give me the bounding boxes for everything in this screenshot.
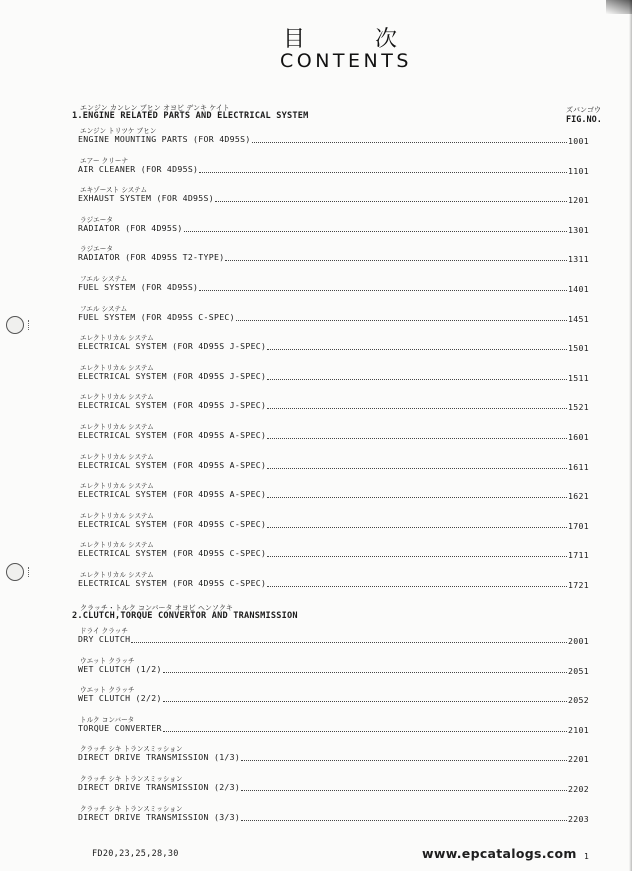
- entry-kana: エレクトリカル システム: [80, 541, 154, 550]
- toc-entry-name[interactable]: ELECTRICAL SYSTEM (FOR 4D95S C-SPEC): [78, 518, 267, 529]
- section-heading: 1.ENGINE RELATED PARTS AND ELECTRICAL SYSTEM: [72, 111, 309, 121]
- fig-no-header: FIG.NO.: [566, 115, 602, 125]
- toc-entry-name[interactable]: ELECTRICAL SYSTEM (FOR 4D95S C-SPEC): [78, 578, 267, 588]
- entry-kana: エレクトリカル システム: [80, 334, 154, 343]
- dot-leader: [267, 349, 567, 350]
- toc-fig-number[interactable]: 2101: [568, 724, 589, 735]
- dot-leader: [241, 790, 567, 791]
- toc-entry-name[interactable]: DIRECT DRIVE TRANSMISSION (1/3): [78, 752, 241, 763]
- entry-kana: フエル システム: [80, 275, 128, 283]
- dot-leader: [215, 201, 567, 202]
- dot-leader: [163, 731, 567, 732]
- binder-hole-lower: [6, 563, 24, 581]
- dot-leader: [163, 672, 567, 673]
- toc-entry-name[interactable]: FUEL SYSTEM (FOR 4D95S C-SPEC): [78, 311, 235, 322]
- binder-hole-upper: [6, 316, 24, 334]
- entry-kana: エンジン トリツケ ブヒン: [80, 127, 157, 135]
- dot-leader: [267, 497, 567, 498]
- dot-leader: [267, 586, 567, 587]
- toc-fig-number[interactable]: 2051: [568, 665, 589, 676]
- toc-fig-number[interactable]: 1721: [568, 580, 589, 590]
- fig-no-kana: ズバンゴウ: [566, 106, 601, 114]
- toc-fig-number[interactable]: 1521: [568, 402, 589, 413]
- toc-fig-number[interactable]: 2201: [568, 754, 589, 765]
- toc-fig-number[interactable]: 2203: [568, 813, 589, 824]
- dot-leader: [199, 172, 567, 173]
- toc-entry-name[interactable]: DIRECT DRIVE TRANSMISSION (2/3): [78, 782, 241, 792]
- toc-fig-number[interactable]: 1701: [568, 520, 589, 531]
- toc-entry-name[interactable]: RADIATOR (FOR 4D95S): [78, 222, 183, 233]
- toc-entry-name[interactable]: ELECTRICAL SYSTEM (FOR 4D95S A-SPEC): [78, 430, 267, 440]
- dot-leader: [267, 408, 567, 409]
- section-kana: クラッチ・トルク コンバータ オヨビ ヘンソクキ: [80, 604, 233, 612]
- toc-fig-number[interactable]: 1311: [568, 254, 589, 265]
- toc-fig-number[interactable]: 1101: [568, 165, 589, 176]
- section-heading: 2.CLUTCH,TORQUE CONVERTOR AND TRANSMISSION: [72, 611, 298, 621]
- watermark-link[interactable]: www.epcatalogs.com: [422, 846, 577, 861]
- toc-entry-name[interactable]: ENGINE MOUNTING PARTS (FOR 4D95S): [78, 134, 251, 144]
- toc-entry-name[interactable]: WET CLUTCH (2/2): [78, 693, 162, 704]
- binder-hole-tick-upper: [28, 320, 31, 330]
- toc-fig-number[interactable]: 1201: [568, 195, 589, 206]
- entry-kana: エレクトリカル システム: [80, 452, 154, 461]
- dot-leader: [252, 142, 567, 143]
- dot-leader: [131, 642, 567, 643]
- entry-kana: エキゾースト システム: [80, 186, 148, 195]
- toc-entry-name[interactable]: WET CLUTCH (1/2): [78, 663, 162, 674]
- entry-kana: エレクトリカル システム: [80, 363, 154, 372]
- toc-entry-name[interactable]: ELECTRICAL SYSTEM (FOR 4D95S J-SPEC): [78, 370, 267, 381]
- toc-entry-name[interactable]: ELECTRICAL SYSTEM (FOR 4D95S A-SPEC): [78, 489, 267, 500]
- dot-leader: [267, 468, 567, 469]
- entry-kana: ウエット クラッチ: [80, 656, 135, 665]
- dot-leader: [241, 760, 567, 761]
- entry-kana: エレクトリカル システム: [80, 571, 154, 579]
- entry-kana: ラジエータ: [80, 215, 113, 224]
- dot-leader: [236, 320, 567, 321]
- dot-leader: [267, 556, 567, 557]
- entry-kana: ウエット クラッチ: [80, 686, 135, 695]
- entry-kana: エレクトリカル システム: [80, 482, 154, 491]
- dot-leader: [199, 290, 567, 291]
- toc-fig-number[interactable]: 1621: [568, 491, 589, 502]
- toc-entry-name[interactable]: ELECTRICAL SYSTEM (FOR 4D95S C-SPEC): [78, 548, 267, 559]
- page-mark: 1: [584, 852, 589, 861]
- toc-entry-name[interactable]: ELECTRICAL SYSTEM (FOR 4D95S A-SPEC): [78, 459, 267, 470]
- toc-fig-number[interactable]: 1001: [568, 136, 589, 146]
- entry-kana: クラッチ シキ トランスミッション: [80, 804, 183, 813]
- toc-fig-number[interactable]: 1511: [568, 372, 589, 383]
- entry-kana: エアー クリーナ: [80, 156, 129, 165]
- entry-kana: エレクトリカル システム: [80, 423, 154, 431]
- dot-leader: [267, 438, 567, 439]
- toc-fig-number[interactable]: 1711: [568, 550, 589, 561]
- page-title: CONTENTS: [280, 50, 412, 72]
- entry-kana: ラジエータ: [80, 245, 113, 254]
- dot-leader: [225, 260, 567, 261]
- entry-kana: クラッチ シキ トランスミッション: [80, 775, 183, 783]
- toc-entry-name[interactable]: ELECTRICAL SYSTEM (FOR 4D95S J-SPEC): [78, 341, 267, 352]
- dot-leader: [267, 527, 567, 528]
- entry-kana: クラッチ シキ トランスミッション: [80, 745, 183, 754]
- dot-leader: [241, 820, 567, 821]
- toc-fig-number[interactable]: 2001: [568, 636, 589, 646]
- entry-kana: トルク コンバータ: [80, 715, 135, 724]
- toc-entry-name[interactable]: ELECTRICAL SYSTEM (FOR 4D95S J-SPEC): [78, 400, 267, 411]
- toc-fig-number[interactable]: 1401: [568, 284, 589, 294]
- toc-entry-name[interactable]: DIRECT DRIVE TRANSMISSION (3/3): [78, 811, 241, 822]
- toc-fig-number[interactable]: 1601: [568, 432, 589, 442]
- dot-leader: [163, 701, 567, 702]
- toc-fig-number[interactable]: 1501: [568, 343, 589, 354]
- entry-kana: エレクトリカル システム: [80, 511, 154, 520]
- dot-leader: [267, 379, 567, 380]
- toc-fig-number[interactable]: 1451: [568, 313, 589, 324]
- toc-entry-name[interactable]: FUEL SYSTEM (FOR 4D95S): [78, 282, 199, 292]
- toc-fig-number[interactable]: 1301: [568, 224, 589, 235]
- toc-entry-name[interactable]: DRY CLUTCH: [78, 634, 131, 644]
- entry-kana: ドライ クラッチ: [80, 627, 128, 635]
- toc-entry-name[interactable]: TORQUE CONVERTER: [78, 722, 162, 733]
- toc-entry-name[interactable]: RADIATOR (FOR 4D95S T2-TYPE): [78, 252, 225, 263]
- toc-fig-number[interactable]: 2052: [568, 695, 589, 706]
- section-kana: エンジン カンレン ブヒン オヨビ デンキ ケイト: [80, 104, 230, 112]
- page-title-kanji: 目次: [282, 27, 467, 52]
- binder-hole-tick-lower: [28, 567, 31, 577]
- toc-fig-number[interactable]: 2202: [568, 784, 589, 794]
- toc-entry-name[interactable]: EXHAUST SYSTEM (FOR 4D95S): [78, 193, 214, 204]
- toc-fig-number[interactable]: 1611: [568, 461, 589, 472]
- entry-kana: エレクトリカル システム: [80, 393, 154, 402]
- model-list: FD20,23,25,28,30: [92, 849, 179, 859]
- entry-kana: フエル システム: [80, 304, 128, 313]
- toc-entry-name[interactable]: AIR CLEANER (FOR 4D95S): [78, 163, 199, 174]
- dot-leader: [184, 231, 567, 232]
